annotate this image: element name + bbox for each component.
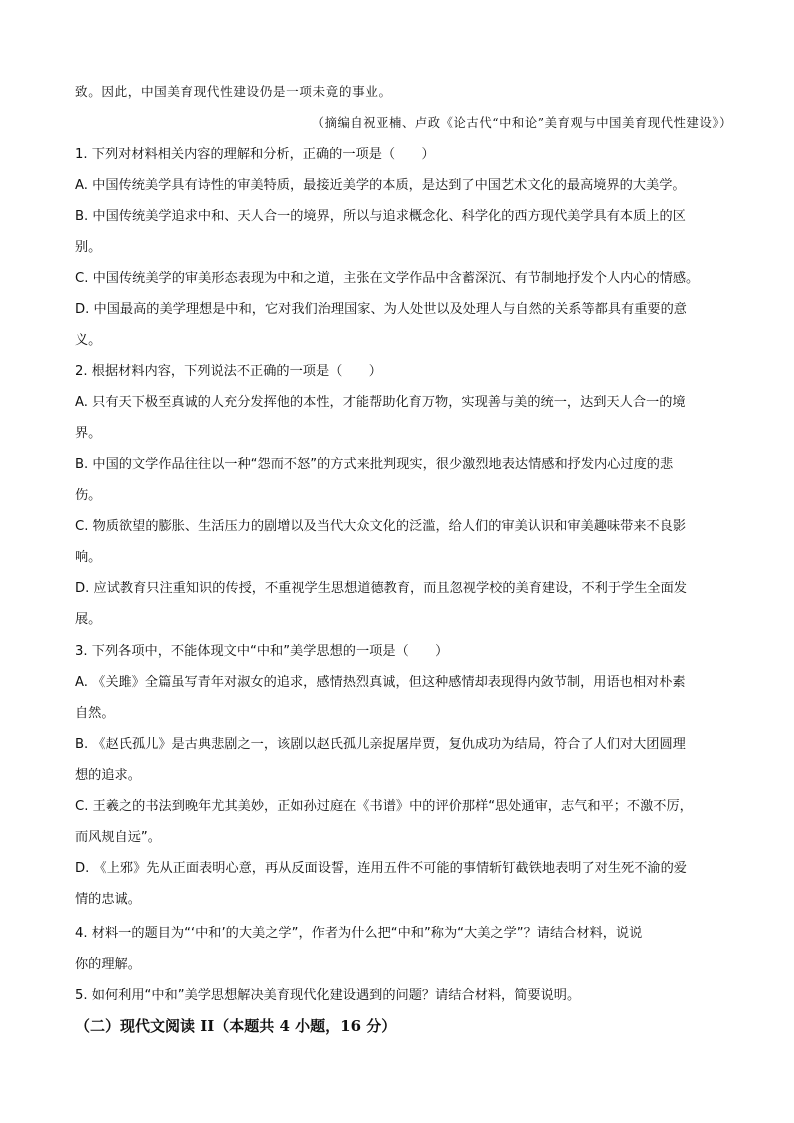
question-2-option-a-cont: 界。: [75, 426, 102, 441]
question-4-stem-cont: 你的理解。: [75, 957, 141, 972]
question-1-stem: 1. 下列对材料相关内容的理解和分析，正确的一项是（ ）: [75, 147, 435, 162]
question-1-option-d: D. 中国最高的美学理想是中和，它对我们治理国家、为人处世以及处理人与自然的关系等都具有重要的意: [75, 302, 687, 317]
question-1-option-b: B. 中国传统美学追求中和、天人合一的境界，所以与追求概念化、科学化的西方现代美学具有本质上的区: [75, 209, 686, 224]
section-heading: （二）现代文阅读 II（本题共 4 小题，16 分）: [75, 1017, 397, 1035]
question-2-option-b-cont: 伤。: [75, 488, 102, 503]
question-3-option-a: A. 《关雎》全篇虽写青年对淑女的追求，感情热烈真诚，但这种感情却表现得内敛节制，用语也相对朴素: [75, 675, 686, 690]
question-2-option-d: D. 应试教育只注重知识的传授，不重视学生思想道德教育，而且忽视学校的美育建设，不利于学生全面发: [75, 581, 687, 596]
question-3-stem: 3. 下列各项中，不能体现文中“中和”美学思想的一项是（ ）: [75, 644, 449, 659]
question-2-option-a: A. 只有天下极至真诚的人充分发挥他的本性，才能帮助化育万物，实现善与美的统一，达到天人合一的境: [75, 395, 686, 410]
passage-tail: 致。因此，中国美育现代性建设仍是一项未竟的事业。: [75, 84, 392, 99]
question-3-option-d-cont: 情的忠诚。: [75, 892, 141, 907]
source-citation: （摘编自祝亚楠、卢政《论古代“中和论”美育观与中国美育现代性建设》）: [311, 116, 732, 130]
question-3-option-d: D. 《上邪》先从正面表明心意，再从反面设誓，连用五件不可能的事情斩钉截铁地表明了对生死不渝的爱: [75, 861, 687, 876]
question-2-option-b: B. 中国的文学作品往往以一种“怨而不怒”的方式来批判现实，很少激烈地表达情感和抒发内心过度的悲: [75, 457, 674, 472]
question-1-option-b-cont: 别。: [75, 240, 102, 255]
question-3-option-b-cont: 想的追求。: [75, 768, 141, 783]
question-1-option-c: C. 中国传统美学的审美形态表现为中和之道，主张在文学作品中含蓄深沉、有节制地抒发个人内心的情感。: [75, 271, 700, 286]
question-3-option-b: B. 《赵氏孤儿》是古典悲剧之一，该剧以赵氏孤儿亲捉屠岸贾，复仇成功为结局，符合了人们对大团圆理: [75, 737, 686, 752]
question-1-option-d-cont: 义。: [75, 333, 102, 348]
question-1-option-a: A. 中国传统美学具有诗性的审美特质，最接近美学的本质，是达到了中国艺术文化的最高境界的大美学。: [75, 178, 686, 193]
question-3-option-a-cont: 自然。: [75, 706, 115, 721]
question-3-option-c: C. 王羲之的书法到晚年尤其美妙，正如孙过庭在《书谱》中的评价那样“思处通审，志气和平；不激不厉，: [75, 799, 693, 814]
question-5-stem: 5. 如何利用“中和”美学思想解决美育现代化建设遇到的问题？请结合材料，简要说明。: [75, 988, 581, 1003]
question-2-stem: 2. 根据材料内容，下列说法不正确的一项是（ ）: [75, 364, 382, 379]
question-4-stem: 4. 材料一的题目为“‘中和’的大美之学”，作者为什么把“中和”称为“大美之学”？请结合材料，说说: [75, 926, 643, 941]
question-2-option-d-cont: 展。: [75, 612, 102, 627]
question-2-option-c: C. 物质欲望的膨胀、生活压力的剧增以及当代大众文化的泛滥，给人们的审美认识和审美趣味带来不良影: [75, 519, 687, 534]
question-3-option-c-cont: 而风规自远”。: [75, 830, 161, 845]
question-2-option-c-cont: 响。: [75, 550, 102, 565]
